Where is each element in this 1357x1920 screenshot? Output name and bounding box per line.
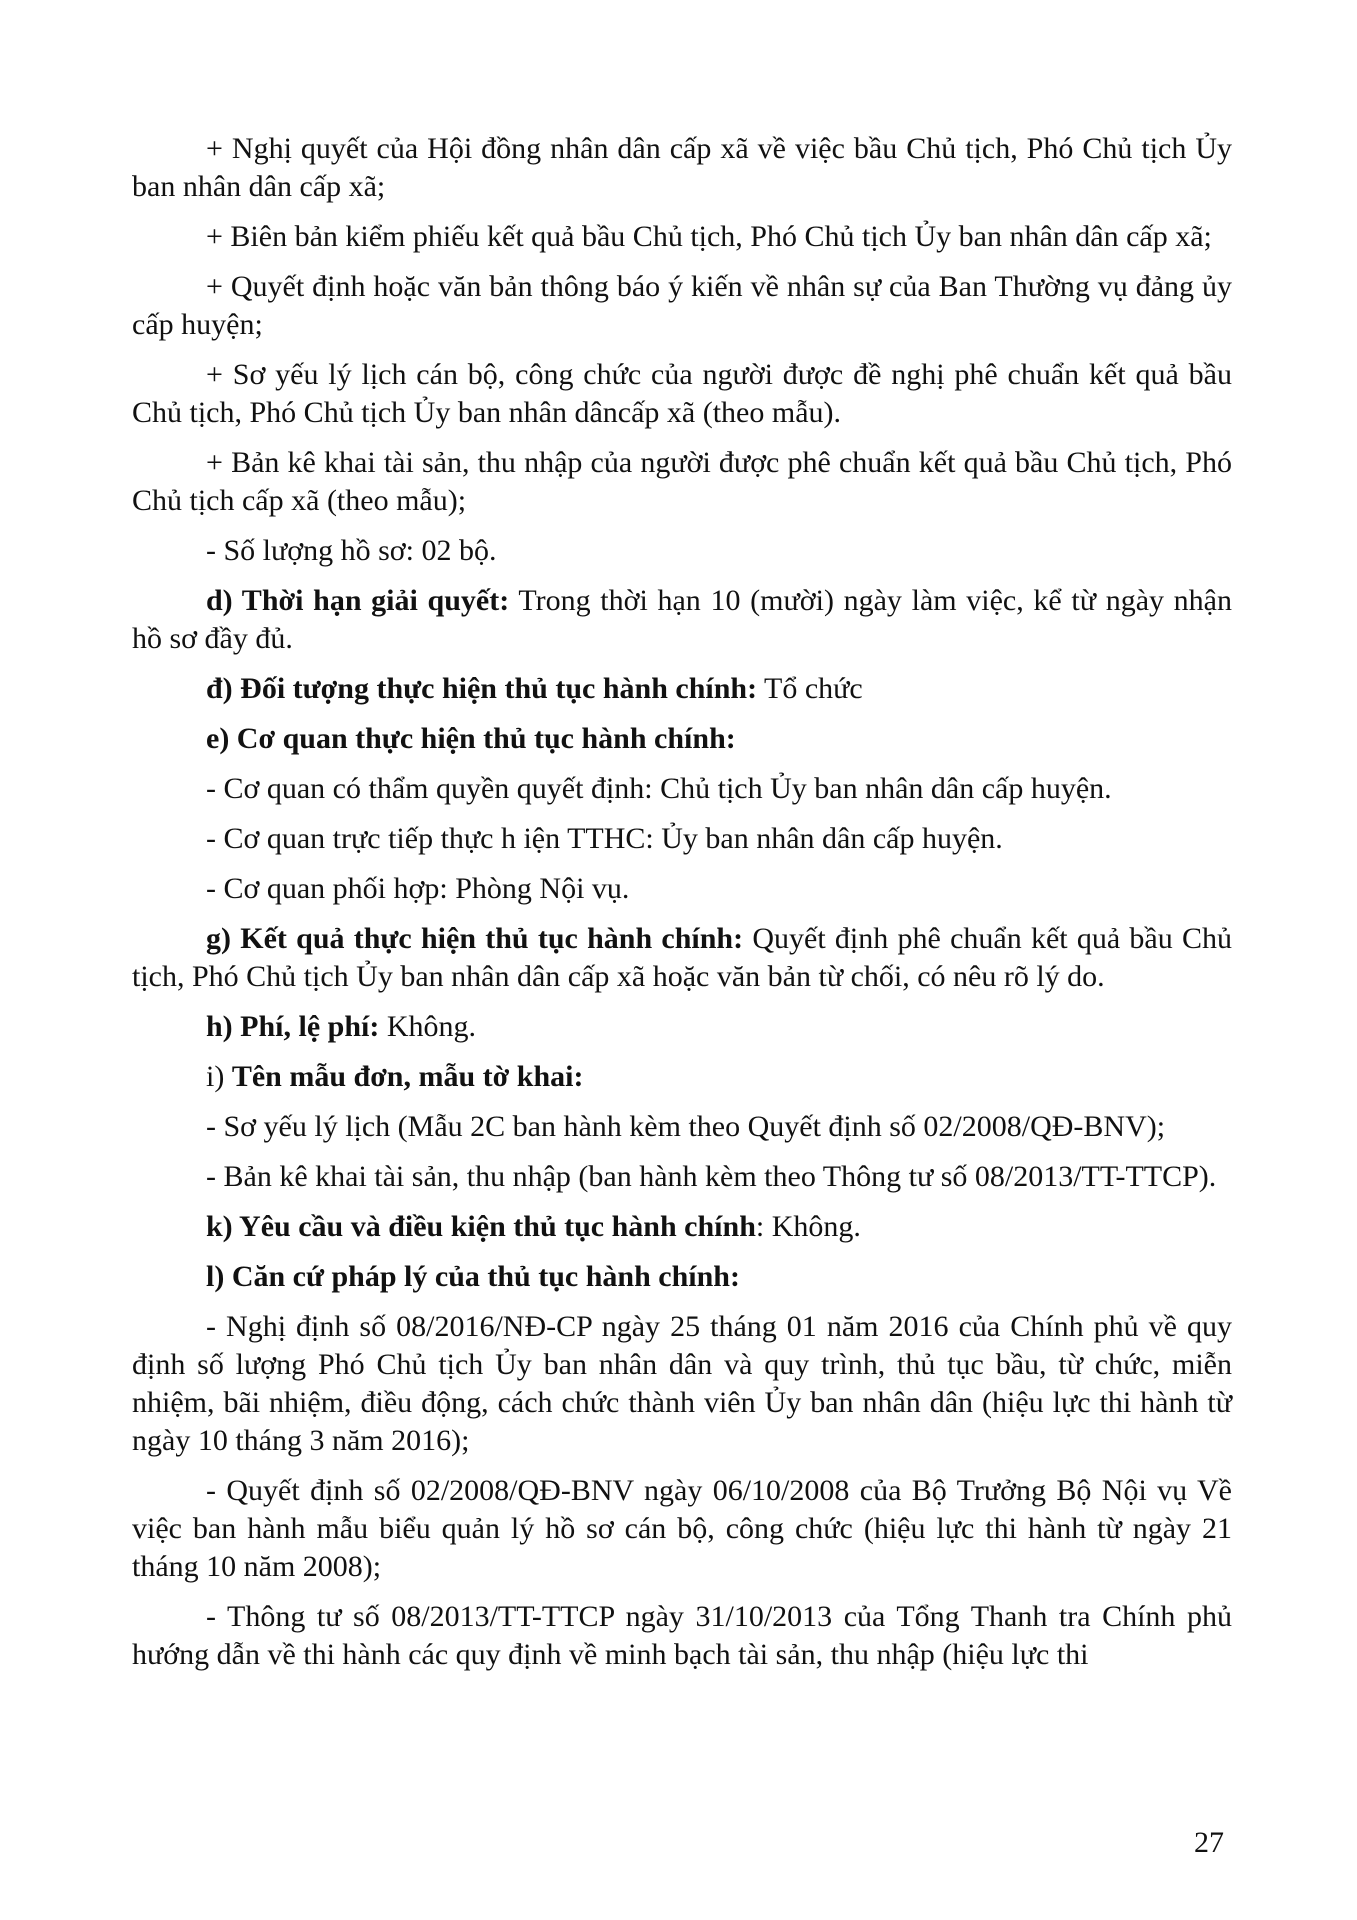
paragraph-legal-2: - Quyết định số 02/2008/QĐ-BNV ngày 06/10/2008 của Bộ Trưởng Bộ Nội vụ Về việc ban hành mẫu biểu quản lý hồ sơ cán bộ, công chức (hiệu lực thi hành từ ngày 21 tháng 10 năm 2008); (132, 1474, 1232, 1583)
paragraph-agency-direct: - Cơ quan trực tiếp thực h iện TTHC: Ủy ban nhân dân cấp huyện. (206, 822, 1003, 855)
section-l-legal-basis (132, 1258, 1232, 1296)
section-h-fees: h) Phí, lệ phí: Không. (206, 1010, 477, 1043)
paragraph-3: + Quyết định hoặc văn bản thông báo ý kiến về nhân sự của Ban Thường vụ đảng ủy cấp huyện; (132, 270, 1232, 341)
paragraph-form-2: - Bản kê khai tài sản, thu nhập (ban hành kèm theo Thông tư số 08/2013/TT-TTCP). (206, 1160, 1217, 1193)
section-g-result: g) Kết quả thực hiện thủ tục hành chính: Quyết định phê chuẩn kết quả bầu Chủ tịch, Phó Chủ tịch Ủy ban nhân dân cấp xã hoặc văn bản từ chối, có nêu rõ lý do. (132, 922, 1232, 993)
paragraph-legal-3: - Thông tư số 08/2013/TT-TTCP ngày 31/10/2013 của Tổng Thanh tra Chính phủ hướng dẫn về thi hành các quy định về minh bạch tài sản, thu nhập (hiệu lực thi (132, 1600, 1232, 1671)
section-heading: g) Kết quả thực hiện thủ tục hành chính: (206, 922, 744, 955)
paragraph-agency-authority: - Cơ quan có thẩm quyền quyết định: Chủ tịch Ủy ban nhân dân cấp huyện. (206, 772, 1112, 805)
section-heading: h) Phí, lệ phí: (206, 1010, 380, 1043)
paragraph-4: + Sơ yếu lý lịch cán bộ, công chức của người được đề nghị phê chuẩn kết quả bầu Chủ tịch, Phó Chủ tịch Ủy ban nhân dâncấp xã (theo mẫu). (132, 358, 1232, 429)
section-d-deadline: d) Thời hạn giải quyết: Trong thời hạn 10 (mười) ngày làm việc, kể từ ngày nhận hồ sơ đầy đủ. (132, 584, 1232, 655)
section-heading: e) Cơ quan thực hiện thủ tục hành chính: (206, 722, 736, 755)
page-number: 27 (1194, 1826, 1224, 1859)
section-k-requirements: k) Yêu cầu và điều kiện thủ tục hành chính: Không. (206, 1210, 861, 1243)
section-dd-subjects: đ) Đối tượng thực hiện thủ tục hành chính: Tổ chức (206, 672, 863, 705)
section-heading: d) Thời hạn giải quyết: (206, 584, 510, 617)
paragraph-document-count: - Số lượng hồ sơ: 02 bộ. (206, 534, 497, 567)
paragraph-form-1: - Sơ yếu lý lịch (Mẫu 2C ban hành kèm theo Quyết định số 02/2008/QĐ-BNV); (206, 1110, 1166, 1143)
section-heading: Tên mẫu đơn, mẫu tờ khai: (231, 1060, 584, 1093)
section-e-agencies (132, 720, 1232, 758)
paragraph-legal-1: - Nghị định số 08/2016/NĐ-CP ngày 25 tháng 01 năm 2016 của Chính phủ về quy định số lượng Phó Chủ tịch Ủy ban nhân dân và quy trình, thủ tục bầu, từ chức, miễn nhiệm, bãi nhiệm, điều động, cách chức thành viên Ủy ban nhân dân (hiệu lực thi hành từ ngày 10 tháng 3 năm 2016); (132, 1310, 1232, 1457)
section-heading: đ) Đối tượng thực hiện thủ tục hành chính: (206, 672, 758, 705)
paragraph-2: + Biên bản kiểm phiếu kết quả bầu Chủ tịch, Phó Chủ tịch Ủy ban nhân dân cấp xã; (206, 220, 1212, 253)
section-heading: k) Yêu cầu và điều kiện thủ tục hành chính (206, 1210, 756, 1243)
paragraph-agency-coordinate: - Cơ quan phối hợp: Phòng Nội vụ. (206, 872, 630, 905)
section-heading: l) Căn cứ pháp lý của thủ tục hành chính: (206, 1260, 740, 1293)
paragraph-1: + Nghị quyết của Hội đồng nhân dân cấp xã về việc bầu Chủ tịch, Phó Chủ tịch Ủy ban nhân dân cấp xã; (132, 132, 1232, 203)
section-i-forms: i) Tên mẫu đơn, mẫu tờ khai: (206, 1060, 584, 1093)
paragraph-5: + Bản kê khai tài sản, thu nhập của người được phê chuẩn kết quả bầu Chủ tịch, Phó Chủ tịch cấp xã (theo mẫu); (132, 446, 1232, 517)
document-body (132, 130, 1232, 1686)
